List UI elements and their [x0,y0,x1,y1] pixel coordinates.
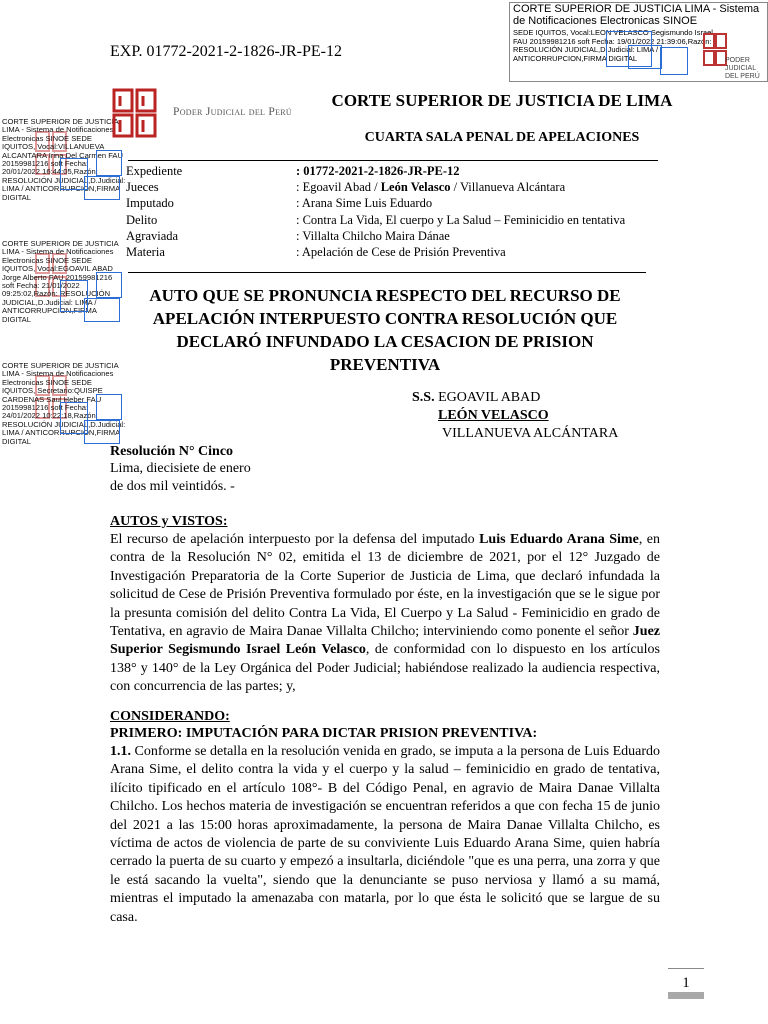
meta-value-part: León Velasco [380,180,451,194]
meta-label: Imputado [126,196,174,210]
pj-emblem-icon [703,33,727,67]
stamp-box [660,47,688,75]
resolution-date: Lima, diecisiete de enero [110,461,251,476]
ss-prefix: S.S. [412,390,435,405]
pj-logo-label: PODER JUDICIAL DEL PERÚ [725,57,760,80]
considerando-paragraph [110,743,660,927]
divider [128,160,658,161]
meta-value-part: / Villanueva Alcántara [450,180,566,194]
pj-emblem-icon [112,88,158,138]
signature-stamp-top [509,2,768,82]
pj-logo-mini [703,33,763,79]
meta-value: : Villalta Chilcho Maira Dánae [296,229,450,243]
autos-heading: AUTOS y VISTOS: [110,514,228,529]
page-number-text: 1 [682,975,690,991]
signature-stamp-left-3 [0,362,128,470]
stamp-box [84,298,120,322]
stamp-box [96,272,122,298]
auto-title: AUTO QUE SE PRONUNCIA RESPECTO DEL RECURSO DE APELACIÓN INTERPUESTO CONTRA RESOLUCIÓN QUE DECLARÓ INFUNDADO LA CESACION DE PRISION PREVENTIVA [149,286,621,374]
stamp-box [96,150,122,176]
resolution-date: de dos mil veintidós. - [110,479,235,494]
autos-paragraph [110,531,660,697]
ss-line [412,390,540,406]
meta-value: : 01772-2021-2-1826-JR-PE-12 [296,164,460,178]
meta-label: Delito [126,213,158,227]
text-run: , de conformidad con lo dispuesto en los artículos 138° y 140° de la Ley Orgánica del Poder Judicial; habiéndose realizado la audiencia respectiva, con concurrencia de las partes; y, [110,642,660,695]
meta-value [296,180,565,195]
stamp-box [84,420,120,444]
meta-label: Expediente [126,164,183,178]
stamp-box [84,176,120,200]
meta-value: : Apelación de Cese de Prisión Preventiva [296,245,506,259]
ss-judge: VILLANUEVA ALCÁNTARA [442,426,619,441]
stamp-details: CORTE SUPERIOR DE JUSTICIA LIMA - Sistema de Notificaciones Electronicas SINOE SEDE IQUITOS, Secretario:QUISPE CARDENAS Saul Heber FAU 20159981216 soft Fecha: 24/01/2022 10:22:18,Razón: RESOLUCIÓN JUDICIAL,D.Judicial: LIMA / ANTICORRUPCION,FIRMA DIGITAL [2,362,126,446]
signature-stamp-left-2 [0,240,128,348]
considerando-subheading: PRIMERO: IMPUTACIÓN PARA DICTAR PRISION PREVENTIVA: [110,726,538,741]
meta-value: : Contra La Vida, El cuerpo y La Salud – Feminicidio en tentativa [296,213,626,227]
logo-name: Poder Judicial del Perú [173,106,293,118]
text-run: Conforme se detalla en la resolución venida en grado, se imputa a la persona de Luis Eduardo Arana Sime, el delito contra la vida y el cuerpo y la salud – feminicidio en grado de tentativa, ilícito tipificado en el artículo 108°- B del Código Penal, en agravio de Maira Danae Villalta Chilcho. Los hechos materia de investigación se encuentran referidos a que con fecha 15 de junio del 2021 a las 15:00 horas aproximadamente, la persona de Maira Danae Villalta Chilcho, es víctima de actos de violencia de parte de su conviviente Luis Eduardo Arana Sime, quien habría cerrado la puerta de su cuarto y empezó a insultarla, diciéndole "que es una perra, una zorra y que le está sacando la vuelta", siendo que la denunciante se puso nerviosa y llamó a su mamá, mientras el imputado la amenazaba con matarla, por lo que ésta le solicitó que se largue de su casa. [110,744,660,925]
sala-title: CUARTA SALA PENAL DE APELACIONES [364,130,640,145]
text-run: , en contra de la Resolución N° 02, emitida el 13 de diciembre de 2021, por el 12° Juzgado de Investigación Preparatoria de la Corte Superior de Justicia de Lima, que declaró infundada la solicitud de Cese de Prisión Preventiva formulado por éste, en la investigación que se le sigue por la presunta comisión del delito Contra La Vida, El Cuerpo y La Salud - Feminicidio en grado de Tentativa, en agravio de Maira Danae Villalta Chilcho; interviniendo como ponente el señor [110,532,661,640]
meta-value-part: : Egoavil Abad / [296,180,381,194]
divider [128,272,646,273]
text-run: Juez Superior Segismundo Israel León Velasco [110,624,660,658]
court-title: CORTE SUPERIOR DE JUSTICIA DE LIMA [331,91,673,110]
meta-label: Materia [126,245,165,259]
text-run: Luis Eduardo Arana Sime [479,532,639,547]
stamp-box [628,45,662,69]
page-number-bar [668,992,704,999]
ss-judge: EGOAVIL ABAD [438,390,541,405]
resolution-label: Resolución N° Cinco [110,444,234,459]
stamp-details: CORTE SUPERIOR DE JUSTICIA LIMA - Sistema de Notificaciones Electronicas SINOE SEDE IQUITOS, Vocal:VILLANUEVA ALCANTARA Irina Del Carmen FAU 20159981216 soft Fecha: 20/01/2022 16:44:05,Razón: RESOLUCIÓN JUDICIAL,D.Judicial: LIMA / ANTICORRUPCION,FIRMA DIGITAL [2,118,126,202]
stamp-details: SEDE IQUITOS, Vocal:LEON VELASCO Segismundo Israel FAU 20159981216 soft Fecha: 19/01/2022 21:39:06,Razón: RESOLUCIÓN JUDICIAL,D.Judicial: LIMA / ANTICORRUPCION,FIRMA DIGITAL [513,28,713,63]
stamp-box [96,394,122,420]
ss-judge-ponente: LEÓN VELASCO [438,408,549,423]
text-run: El recurso de apelación interpuesto por la defensa del imputado [110,532,480,547]
considerando-heading: CONSIDERANDO: [110,709,230,724]
poder-judicial-logo [108,84,298,142]
stamp-title: CORTE SUPERIOR DE JUSTICIA LIMA - Sistema de Notificaciones Electronicas SINOE [513,3,760,27]
expediente-number: EXP. 01772-2021-2-1826-JR-PE-12 [110,43,342,60]
stamp-details: CORTE SUPERIOR DE JUSTICIA LIMA - Sistema de Notificaciones Electronicas SINOE SEDE IQUITOS, Vocal:EGOAVIL ABAD Jorge Alberto FAU 20159981216 soft Fecha: 21/01/2022 09:25:02,Razón: RESOLUCIÓN JUDICIAL,D.Judicial: LIMA / ANTICORRUPCION,FIRMA DIGITAL [2,240,119,324]
paragraph-number: 1.1. [110,744,131,759]
meta-value: : Arana Sime Luis Eduardo [296,196,433,210]
page-number [668,968,704,1001]
meta-label: Agraviada [126,229,179,243]
meta-label: Jueces [126,180,159,194]
